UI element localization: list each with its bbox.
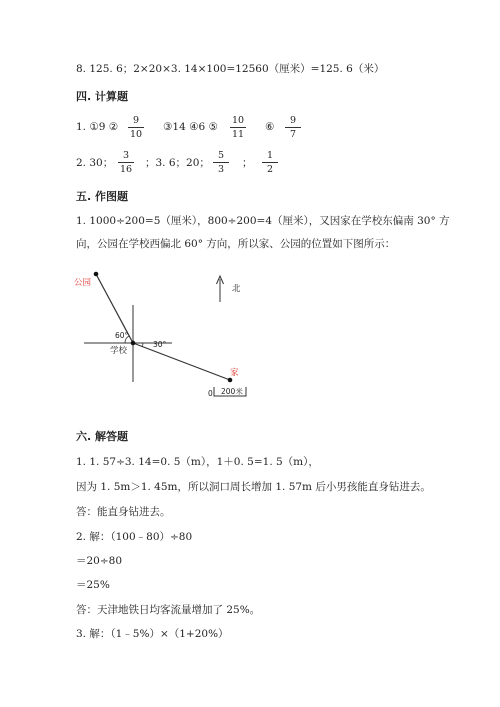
angle-60-label: 60°: [115, 331, 129, 340]
solution-line: 因为 1. 5m＞1. 45m，所以洞口周长增加 1. 57m 后小男孩能直身钻进去。: [76, 481, 431, 493]
drawing-answer-line-1: 1. 1000÷200=5（厘米），800÷200=4（厘米），又因家在学校东偏南 30° 方: [76, 215, 450, 227]
park-label: 公园: [74, 278, 92, 288]
calc-row-1-circle6: ⑥: [265, 121, 275, 133]
scale-zero-label: 0: [208, 389, 213, 398]
solution-line: ＝25%: [76, 579, 110, 591]
fraction: [128, 115, 144, 140]
numerator: 1: [262, 150, 278, 163]
calc-row-2-prefix: 2. 30；: [76, 157, 114, 169]
solution-line: 答：天津地铁日均客流量增加了 25%。: [76, 604, 261, 616]
fraction: [262, 150, 278, 175]
calc-row-2-sep: ；: [242, 157, 253, 169]
fraction: [230, 115, 246, 140]
denominator: 11: [231, 129, 245, 140]
direction-diagram: [70, 265, 260, 405]
park-point: [94, 272, 99, 277]
fraction: [285, 115, 301, 140]
home-label: 家: [230, 368, 239, 378]
drawing-answer-line-2: 向，公园在学校西偏北 60° 方向，所以家、公园的位置如下图所示：: [76, 238, 396, 250]
angle-30-label: 30°: [153, 340, 167, 349]
denominator: 2: [266, 164, 274, 175]
fraction: [118, 150, 134, 175]
section-4-title: 四. 计算题: [76, 90, 129, 103]
north-label: 北: [232, 284, 241, 294]
school-label: 学校: [110, 346, 128, 356]
fraction: [213, 150, 229, 175]
answer-line-8: 8. 125. 6；2×20×3. 14×100=12560（厘米）=125. 6（米）: [76, 63, 385, 75]
section-6-title: 六. 解答题: [76, 430, 129, 443]
scale-length-label: 200米: [221, 387, 243, 396]
solution-line: 1. 1. 57÷3. 14=0. 5（m），1＋0. 5=1. 5（m），: [76, 456, 319, 468]
calc-row-1-middle: ③14 ④6 ⑤: [163, 121, 218, 133]
calc-row-1-prefix: 1. ①9 ②: [76, 121, 119, 133]
denominator: 3: [217, 164, 225, 175]
numerator: 9: [128, 115, 144, 128]
solution-line: ＝20÷80: [76, 555, 123, 567]
section-5-title: 五. 作图题: [76, 190, 129, 203]
numerator: 9: [285, 115, 301, 128]
denominator: 16: [119, 164, 133, 175]
path-to-home: [133, 343, 230, 380]
home-point: [228, 378, 233, 383]
school-point: [131, 341, 136, 346]
numerator: 5: [213, 150, 229, 163]
solution-line: 答：能直身钻进去。: [76, 506, 171, 518]
numerator: 3: [118, 150, 134, 163]
solution-line: 2. 解：（100﹣80）÷80: [76, 531, 193, 543]
denominator: 10: [129, 129, 143, 140]
solution-line: 3. 解：（1﹣5%）×（1+20%）: [76, 628, 229, 640]
calc-row-2-middle: ；3. 6；20；: [145, 157, 210, 169]
denominator: 7: [289, 129, 297, 140]
numerator: 10: [231, 115, 245, 126]
